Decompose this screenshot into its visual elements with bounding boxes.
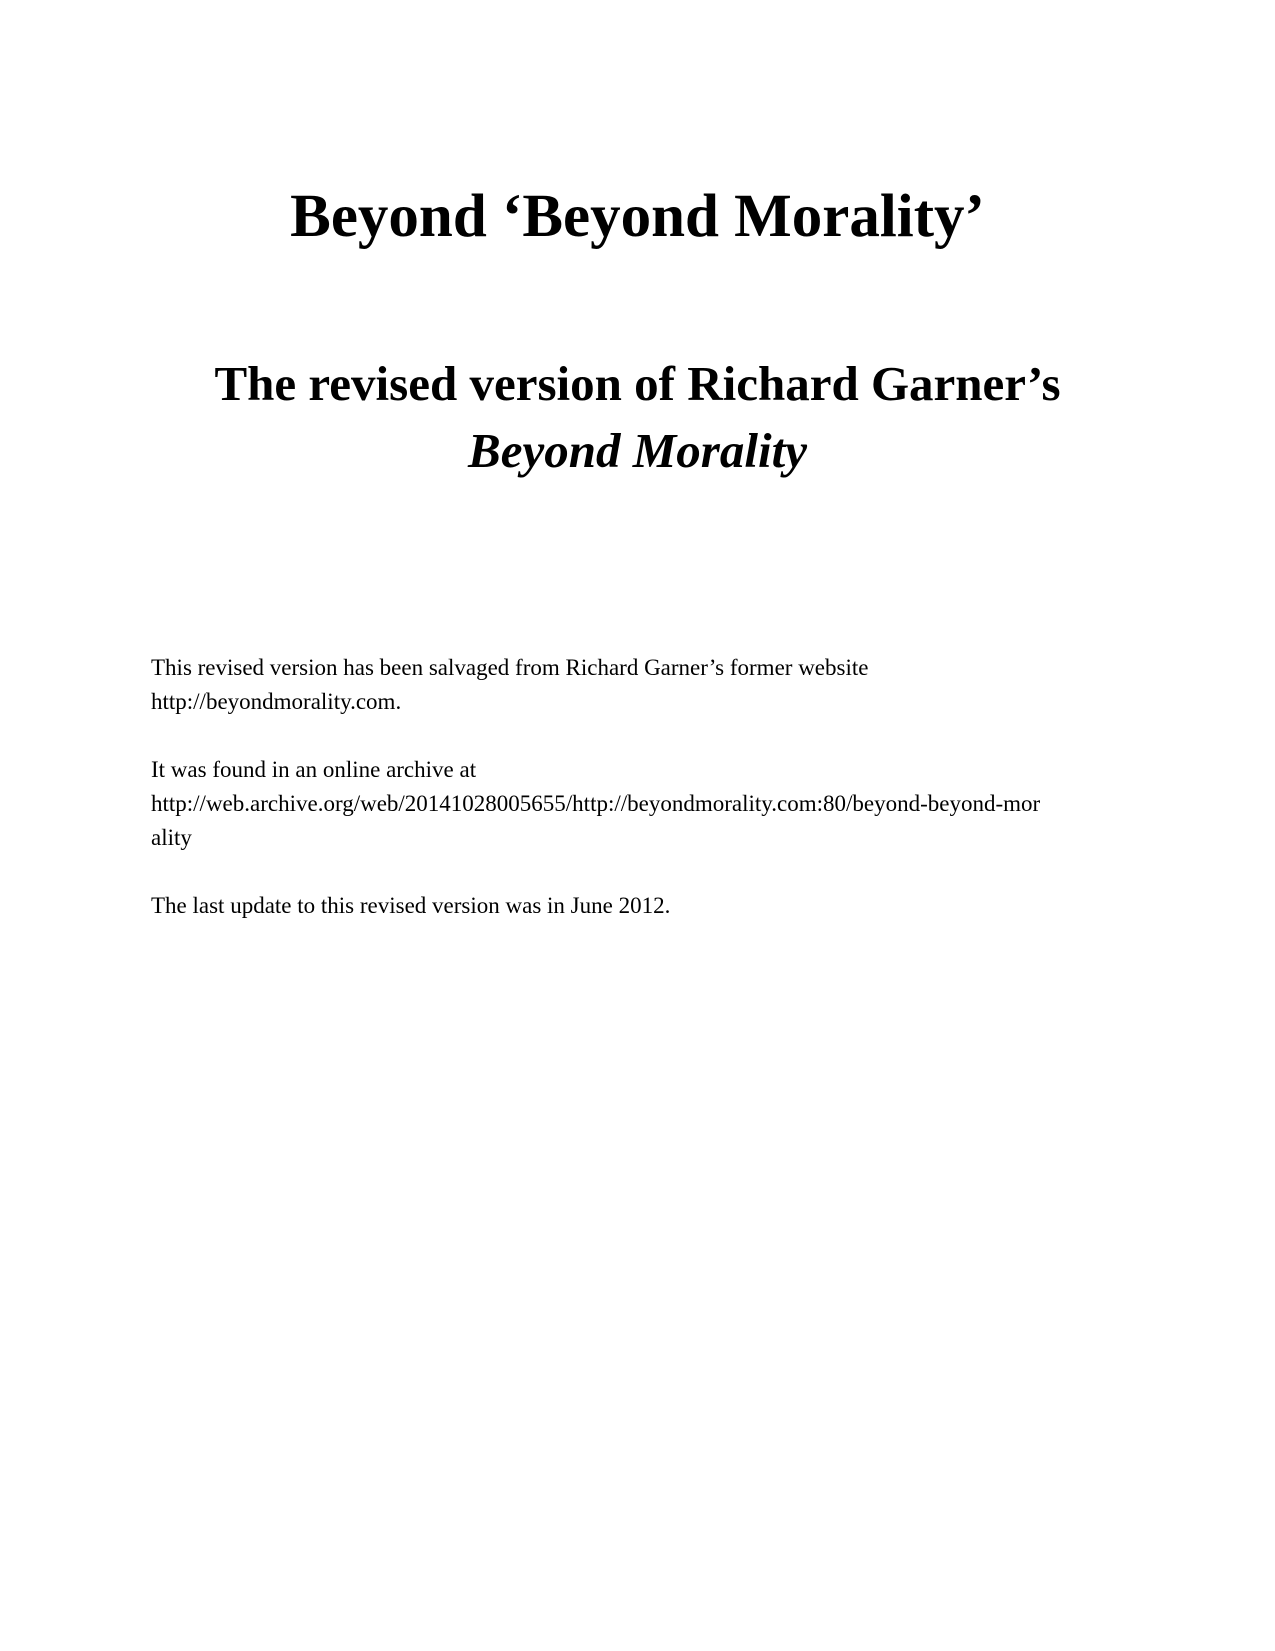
- archive-url-line-1: http://web.archive.org/web/20141028005655/http://beyondmorality.com:80/beyond-beyond-mor: [151, 791, 1041, 816]
- paragraph-salvaged: [151, 651, 1136, 719]
- subtitle-line-1: The revised version of Richard Garner’s: [214, 356, 1061, 411]
- paragraph-archive: [151, 753, 1136, 855]
- archive-url-line-2: ality: [151, 825, 192, 850]
- document-title: Beyond ‘Beyond Morality’: [290, 183, 985, 250]
- paragraph-archive-line-1: It was found in an online archive at: [151, 757, 477, 782]
- subtitle-book-title: Beyond Morality: [468, 423, 807, 478]
- paragraph-last-update: The last update to this revised version was in June 2012.: [151, 893, 671, 918]
- document-body: [151, 651, 1136, 957]
- document-subtitle: [0, 350, 1275, 484]
- former-website-url: http://beyondmorality.com.: [151, 689, 402, 714]
- paragraph-salvaged-line-1: This revised version has been salvaged from Richard Garner’s former website: [151, 655, 869, 680]
